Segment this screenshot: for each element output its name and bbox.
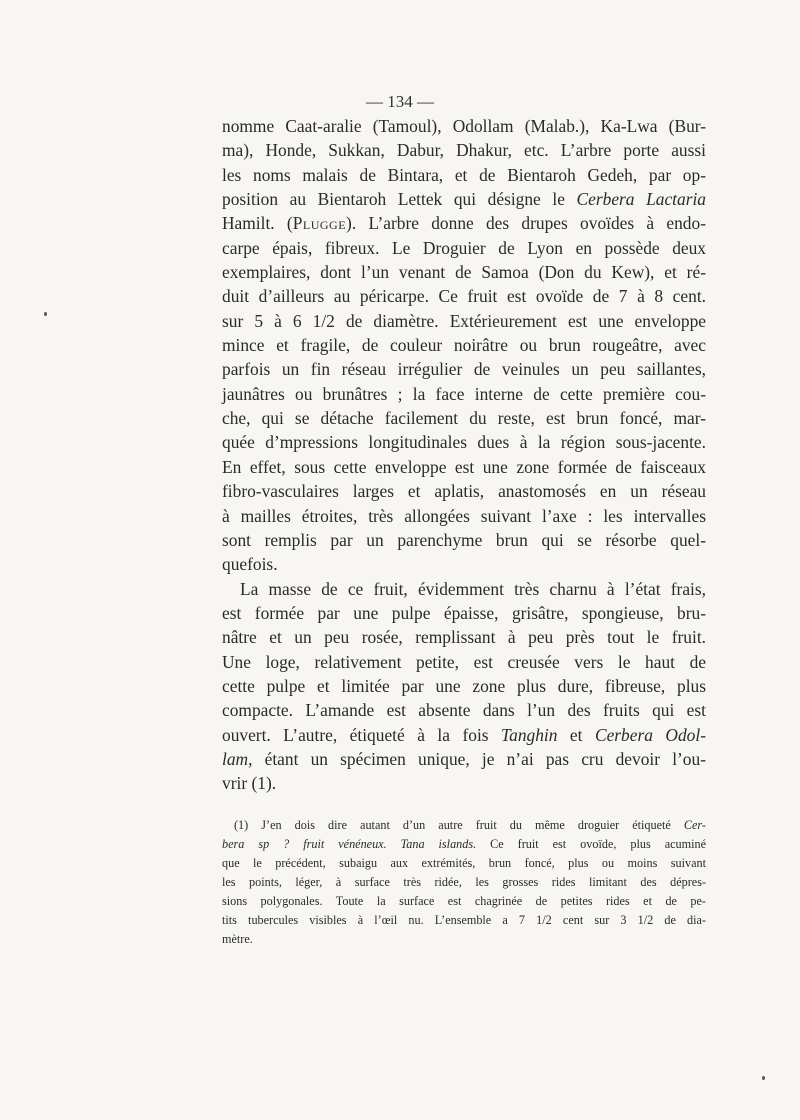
- italic-label: Cer-: [683, 818, 706, 832]
- text-line: quefois.: [222, 554, 278, 575]
- text-run: position au Bientaroh Lettek qui désigne le: [222, 189, 577, 210]
- text-line: quée d’mpressions longitudinales dues à la région sous-jacente.: [222, 432, 706, 453]
- small-caps-author: Plugge: [292, 213, 347, 234]
- text-line: fibro-vasculaires larges et aplatis, anastomosés en un réseau: [222, 481, 706, 502]
- text-line: En effet, sous cette enveloppe est une zone formée de faisceaux: [222, 456, 706, 477]
- text-line: [222, 747, 706, 771]
- text-run: ). L’arbre donne des drupes ovoïdes à endo-: [346, 213, 706, 234]
- text-line: ma), Honde, Sukkan, Dabur, Dhakur, etc. L’arbre porte aussi: [222, 140, 706, 161]
- footnote-line: [222, 835, 706, 854]
- italic-species-name: Cerbera Lactaria: [576, 189, 706, 210]
- text-line: carpe épais, fibreux. Le Droguier de Lyon en possède deux: [222, 237, 706, 258]
- text-line: est formée par une pulpe épaisse, grisâtre, spongieuse, bru-: [222, 602, 706, 623]
- paragraph-2: [222, 577, 706, 796]
- text-line: [222, 211, 706, 235]
- footnote-line: mètre.: [222, 932, 253, 946]
- italic-species-name: lam: [222, 748, 249, 769]
- text-line: nâtre et un peu rosée, remplissant à peu près tout le fruit.: [222, 627, 706, 648]
- paragraph-1: [222, 114, 706, 577]
- text-run: et: [557, 724, 595, 745]
- text-run: Hamilt. (: [222, 213, 293, 234]
- italic-species-name: Cerbera Odol-: [594, 724, 706, 745]
- footnote-line: que le précédent, subaigu aux extrémités, brun foncé, plus ou moins suivant: [222, 856, 706, 870]
- footnote-line: tits tubercules visibles à l’œil nu. L’ensemble a 7 1/2 cent sur 3 1/2 de dia-: [222, 913, 706, 927]
- text-line: La masse de ce fruit, évidemment très charnu à l’état frais,: [240, 578, 706, 599]
- text-line: mince et fragile, de couleur noirâtre ou brun rougeâtre, avec: [222, 335, 706, 356]
- text-line: jaunâtres ou brunâtres ; la face interne de cette première cou-: [222, 383, 706, 404]
- footnote-line: les points, léger, à surface très ridée, les grosses rides limitant des dépres-: [222, 875, 706, 889]
- italic-species-name: Tanghin: [501, 724, 558, 745]
- body-text: [222, 114, 706, 796]
- footnote-line: sions polygonales. Toute la surface est chagrinée de petites rides et de pe-: [222, 894, 706, 908]
- text-line: compacte. L’amande est absente dans l’un des fruits qui est: [222, 700, 706, 721]
- text-line: les noms malais de Bintara, et de Bientaroh Gedeh, par op-: [222, 164, 706, 185]
- italic-label: bera sp ? fruit vénéneux. Tana islands.: [222, 837, 477, 851]
- text-run: , étant un spécimen unique, je n’ai pas cru devoir l’ou-: [248, 748, 706, 769]
- text-line: [222, 187, 706, 211]
- text-run: (1) J’en dois dire autant d’un autre fruit du même droguier étiqueté: [234, 818, 684, 832]
- footnote: [222, 816, 706, 949]
- text-line: che, qui se détache facilement du reste, est brun foncé, mar-: [222, 408, 706, 429]
- paper-speck: [44, 312, 47, 316]
- text-line: vrir (1).: [222, 773, 277, 794]
- footnote-line: [222, 816, 706, 835]
- text-run: ouvert. L’autre, étiqueté à la fois: [222, 724, 502, 745]
- text-line: nomme Caat-aralie (Tamoul), Odollam (Malab.), Ka-Lwa (Bur-: [222, 116, 706, 136]
- page-number: — 134 —: [366, 92, 434, 111]
- text-line: sont remplis par un parenchyme brun qui se résorbe quel-: [222, 529, 706, 550]
- text-line: cette pulpe et limitée par une zone plus dure, fibreuse, plus: [222, 675, 706, 696]
- text-line: Une loge, relativement petite, est creusée vers le haut de: [222, 651, 706, 672]
- text-line: duit d’ailleurs au péricarpe. Ce fruit est ovoïde de 7 à 8 cent.: [222, 286, 706, 307]
- text-line: parfois un fin réseau irrégulier de veinules un peu saillantes,: [222, 359, 706, 380]
- text-line: exemplaires, dont l’un venant de Samoa (Don du Kew), et ré-: [222, 262, 706, 283]
- text-line: à mailles étroites, très allongées suivant l’axe : les intervalles: [222, 505, 706, 526]
- paper-speck: [762, 1076, 765, 1080]
- text-line: [222, 723, 706, 747]
- text-run: Ce fruit est ovoïde, plus acuminé: [476, 837, 706, 851]
- text-line: sur 5 à 6 1/2 de diamètre. Extérieurement est une enveloppe: [222, 310, 706, 331]
